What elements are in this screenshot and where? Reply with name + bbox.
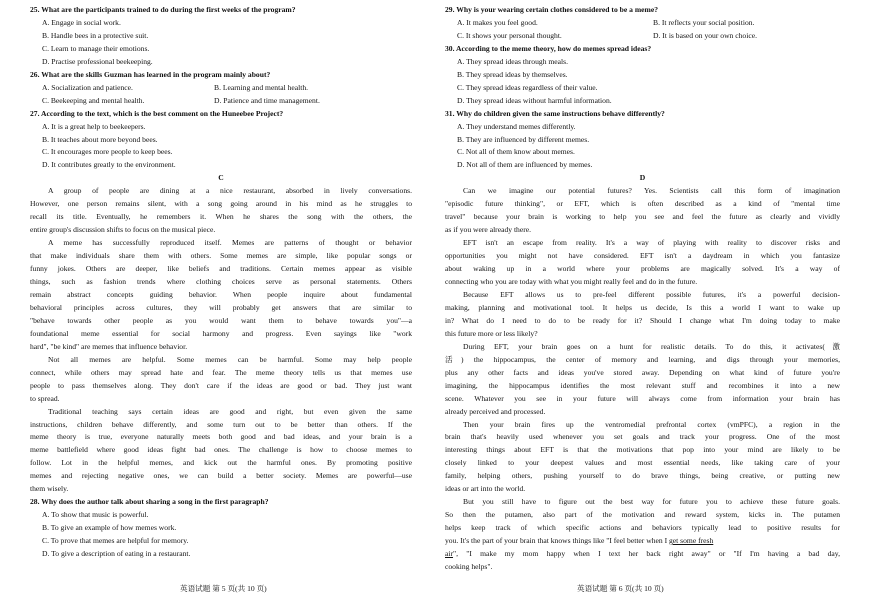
passage-d-line: But you still have to figure out the best way for future you to achieve these future goals. xyxy=(463,497,840,507)
passage-c-line: them wisely. xyxy=(30,484,69,494)
passage-d-line: family, helping others, pushing yourself to do brave things, being creative, or putting new xyxy=(445,471,840,481)
passage-d-line: as if you were already there. xyxy=(445,225,532,235)
passage-c-line: A group of people are dining at a nice restaurant, absorbed in lively conversations. xyxy=(48,186,412,196)
left-column xyxy=(30,4,412,561)
option-25c: C. Learn to manage their emotions. xyxy=(42,43,150,53)
passage-c-line: behavioral principles across cultures, they will probably get answers that are similar to xyxy=(30,302,412,312)
passage-c-line: connect, while others may spread hate and fear. The meme theory tells us that memes use xyxy=(30,367,412,377)
option-29a: A. It makes you feel good. xyxy=(457,17,538,27)
question-29-stem: 29. Why is your wearing certain clothes considered to be a meme? xyxy=(445,5,659,14)
page-footer-right: 英语试题 第 6 页(共 10 页) xyxy=(577,584,664,593)
passage-c-line: follow. Lot in the helpful memes, and kick out the harmful ones. By promoting positive xyxy=(30,458,412,468)
option-28a: A. To show that music is powerful. xyxy=(42,510,149,520)
option-25b: B. Handle bees in a protective suit. xyxy=(42,30,149,40)
passage-d-line: During EFT, your brain goes on a hunt for realistic details. To do this, it activates(激 xyxy=(463,341,840,351)
passage-c-line: However, one person remains silent, with a song going around in his mind as he struggles to xyxy=(30,199,412,209)
passage-d-line xyxy=(445,548,840,561)
option-27b: B. It teaches about more beyond bees. xyxy=(42,134,158,144)
passage-c-line: memes and rejecting negative ones, we can build a better society. Memes are powerful—use xyxy=(30,471,412,481)
option-31d: D. Not all of them are influenced by memes. xyxy=(457,160,593,170)
passage-d-line-split xyxy=(445,535,840,548)
passage-d-line: 活) the hippocampus, the center of memory and learning, and digs through your memories, xyxy=(445,354,840,364)
option-30d: D. They spread ideas without harmful information. xyxy=(457,95,612,105)
option-28b: B. To give an example of how memes work. xyxy=(42,523,177,533)
question-27-stem: 27. According to the text, which is the best comment on the Huneebee Project? xyxy=(30,108,284,118)
option-30b: B. They spread ideas by themselves. xyxy=(457,69,568,79)
option-29c: C. It shows your personal thought. xyxy=(457,30,562,40)
option-26c: C. Beekeeping and mental health. xyxy=(42,95,145,105)
passage-c-line: people to pass themselves along. They don't care if the ideas are good or bad. They just want xyxy=(30,380,412,390)
passage-c-line: foundational meme essential for social harmony and progress. Even sayings like "work xyxy=(30,328,412,338)
passage-d-line: opportunities you might not have considered. EFT isn't a daydream in which you fantasize xyxy=(445,251,840,261)
option-25a: A. Engage in social work. xyxy=(42,17,121,27)
passage-c-line: instructions, children behave differently, and some turn out to be better than others. If the xyxy=(30,419,412,429)
passage-d-line: travel" because your brain is working to help you see and feel the future as clearly and vividly xyxy=(445,212,840,222)
passage-d-line: brain that's heavily used whenever you set goals and track your progress. One of the most xyxy=(445,432,840,442)
passage-c-line: meme theory is true, everyone naturally meets both good and bad ideas, and your brain is a xyxy=(30,432,412,442)
option-25d: D. Practise professional beekeeping. xyxy=(42,56,153,66)
passage-c-line: Not all memes are helpful. Some memes can be harmful. Some may help people xyxy=(48,354,412,364)
section-d-heading: D xyxy=(639,173,646,183)
passage-d-line: EFT isn't an escape from reality. It's a way of playing with reality to discover risks and xyxy=(463,238,840,248)
question-30-stem: 30. According to the meme theory, how do memes spread ideas? xyxy=(445,43,652,53)
question-25-stem: 25. What are the participants trained to do during the first weeks of the program? xyxy=(30,5,296,14)
passage-d-line: plus any other facts and ideas you've stored away. Depending on what kind of future you're xyxy=(445,367,840,377)
passage-d-line: So then the putamen, also part of the motivation and reward system, kicks in. The putamen xyxy=(445,510,840,520)
passage-d-line: Can we imagine our potential futures? Yes. Scientists call this form of imagination xyxy=(463,186,840,196)
passage-c-line: A meme has successfully reproduced itself. Memes are patterns of thought or behavior xyxy=(48,238,412,248)
passage-c-line: things, such as fashion trends where clothing choices serve as personal statements. Others xyxy=(30,277,412,287)
option-29b: B. It reflects your social position. xyxy=(653,17,755,27)
passage-d-line: already perceived and processed. xyxy=(445,406,546,416)
passage-d-line: ideas or art into the world. xyxy=(445,484,526,494)
option-28c: C. To prove that memes are helpful for memory. xyxy=(42,536,189,546)
passage-d-line: connecting who you are today with what you might really feel and do in the future. xyxy=(445,277,698,287)
passage-c-line: to spread. xyxy=(30,393,60,403)
option-31a: A. They understand memes differently. xyxy=(457,121,576,131)
options-26-ab xyxy=(30,82,412,95)
passage-c-line: hard", "be kind" are memes that influence behavior. xyxy=(30,341,188,351)
section-c-heading: C xyxy=(218,173,224,183)
passage-d-text: you. It's the part of your brain that knows things like "I feel better when I xyxy=(445,536,669,546)
passage-c-line: entire group's discussion shifts to focus on the musical piece. xyxy=(30,225,216,235)
passage-d-line: closely linked to your deepest values and most essential needs, like taking care of your xyxy=(445,458,840,468)
option-31b: B. They are influenced by different memes. xyxy=(457,134,590,144)
passage-d-line: helps keep track of which specific actions and behaviors typically lead to positive results for xyxy=(445,523,840,533)
option-27d: D. It contributes greatly to the environment. xyxy=(42,160,176,170)
passage-c-line: "behave towards other people as you would want them to behave towards you"—a xyxy=(30,315,412,325)
option-31c: C. Not all of them know about memes. xyxy=(457,147,575,157)
option-28d: D. To give a description of eating in a restaurant. xyxy=(42,549,191,559)
passage-c-line: remain abstract concepts guiding behavior. When people inquire about fundamental xyxy=(30,289,412,299)
passage-c-line: recall its title. Eventually, he remembers it. When he shares the song with the others, the xyxy=(30,212,412,222)
passage-d-line: making, planning and motivational tool. It helps us decide, Is this a world I want to wake up xyxy=(445,302,840,312)
passage-d-line: this future more or less likely? xyxy=(445,328,538,338)
options-29-ab xyxy=(445,17,840,30)
passage-d-line: cooking helps". xyxy=(445,561,493,571)
option-27a: A. It is a great help to beekeepers. xyxy=(42,121,146,131)
passage-d-line: "episodic future thinking", or EFT, which is often described as a kind of "mental time xyxy=(445,199,840,209)
question-31-stem: 31. Why do children given the same instructions behave differently? xyxy=(445,108,665,118)
passage-d-line: in? What do I need to do to be ready for it? Should I change what I'm doing today to make xyxy=(445,315,840,325)
question-26-stem: 26. What are the skills Guzman has learned in the program mainly about? xyxy=(30,69,271,79)
option-27c: C. It encourages more people to keep bees. xyxy=(42,147,173,157)
question-28-stem: 28. Why does the author talk about sharing a song in the first paragraph? xyxy=(30,497,269,507)
option-30c: C. They spread ideas regardless of their value. xyxy=(457,82,598,92)
passage-c-line: meme battlefield where good ideas fight bad ones. The challenge is how to choose memes to xyxy=(30,445,412,455)
option-26d: D. Patience and time management. xyxy=(214,95,320,105)
passage-c-line: funny jokes. Others are deeper, like beliefs and traditions. Certain memes appear as visible xyxy=(30,264,412,274)
passage-d-line: about waking up in a world where your problems are magically solved. It's a way of xyxy=(445,264,840,274)
underlined-phrase-end: air xyxy=(445,549,454,559)
passage-d-line: scene. Whatever you see in your future will always come from information your brain has xyxy=(445,393,840,403)
underlined-phrase: get some fresh xyxy=(669,536,714,546)
passage-d-line: imagining, the hippocampus identifies the most relevant stuff and recombines it into a new xyxy=(445,380,840,390)
passage-c-line: Traditional teaching says certain ideas are good and right, but even given the same xyxy=(48,406,412,416)
option-30a: A. They spread ideas through meals. xyxy=(457,56,568,66)
passage-d-line: Because EFT allows us to pre-feel different possible futures, it's a powerful decision- xyxy=(463,289,840,299)
passage-d-text: ", "I make my mom happy when I text her back right away" or "If I'm having a bad day, xyxy=(453,549,840,559)
option-29d: D. It is based on your own choice. xyxy=(653,30,757,40)
passage-d-line: interesting things about EFT is that the motivations that pop into your mind are likely to be xyxy=(445,445,840,455)
passage-d-line: Then your brain fires up the ventromedial prefrontal cortex (vmPFC), a region in the xyxy=(463,419,840,429)
passage-c-line: that make individuals share them with others. Some memes are simple, like popular songs or xyxy=(30,251,412,261)
right-column xyxy=(445,4,840,574)
options-26-cd xyxy=(30,95,412,108)
options-29-cd xyxy=(445,30,840,43)
option-26a: A. Socialization and patience. xyxy=(42,82,133,92)
option-26b: B. Learning and mental health. xyxy=(214,82,309,92)
page-footer-left: 英语试题 第 5 页(共 10 页) xyxy=(180,584,267,593)
